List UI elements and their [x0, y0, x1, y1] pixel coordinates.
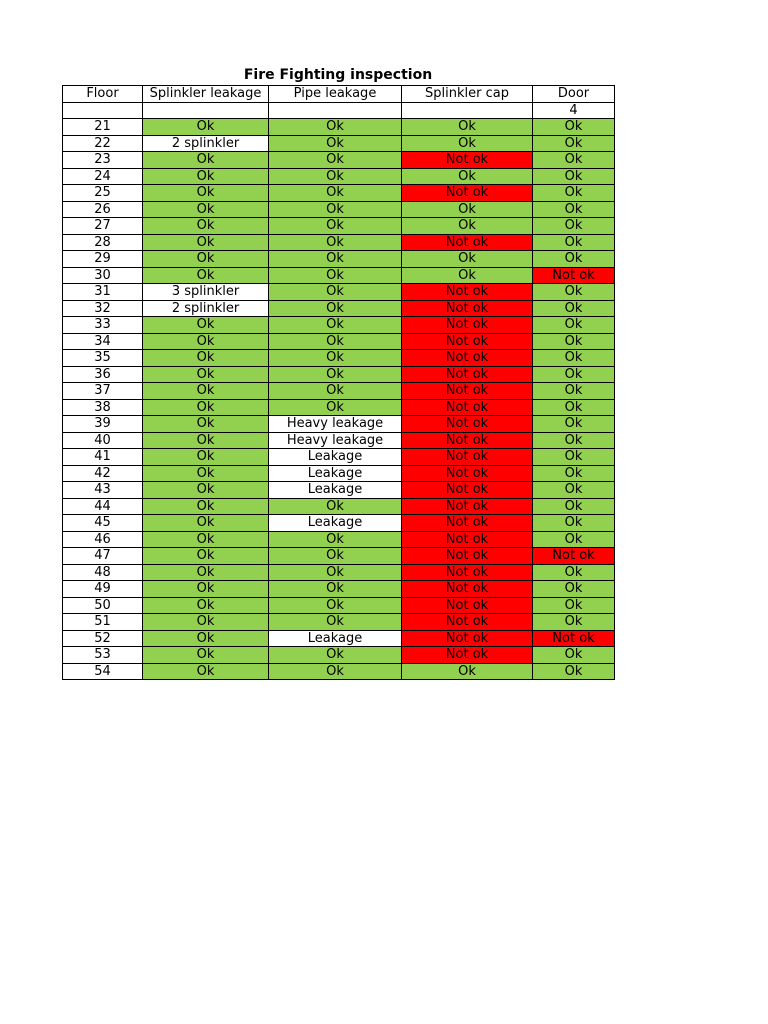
inspection-table — [62, 85, 615, 680]
cell-door: Ok — [533, 350, 615, 367]
cell-door: Ok — [533, 317, 615, 334]
cell-floor: 27 — [63, 218, 143, 235]
subheader-cell — [269, 102, 402, 119]
cell-door: Ok — [533, 383, 615, 400]
cell-floor: 50 — [63, 597, 143, 614]
cell-pipe-leakage: Ok — [269, 399, 402, 416]
cell-splinkler-leakage: 2 splinkler — [143, 300, 269, 317]
table-row — [63, 267, 615, 284]
cell-splinkler-cap: Not ok — [402, 366, 533, 383]
table-row — [63, 234, 615, 251]
cell-splinkler-cap: Ok — [402, 119, 533, 136]
sheet-title: Fire Fighting inspection — [243, 67, 433, 83]
cell-door: Ok — [533, 333, 615, 350]
cell-pipe-leakage: Ok — [269, 614, 402, 631]
cell-door: Not ok — [533, 267, 615, 284]
cell-floor: 49 — [63, 581, 143, 598]
cell-splinkler-leakage: Ok — [143, 152, 269, 169]
cell-door: Ok — [533, 663, 615, 680]
cell-pipe-leakage: Ok — [269, 234, 402, 251]
cell-door: Ok — [533, 366, 615, 383]
cell-pipe-leakage: Ok — [269, 300, 402, 317]
cell-door: Ok — [533, 234, 615, 251]
table-row — [63, 168, 615, 185]
cell-door: Not ok — [533, 548, 615, 565]
table-row — [63, 449, 615, 466]
cell-floor: 36 — [63, 366, 143, 383]
inspection-table-body — [63, 86, 615, 680]
cell-splinkler-leakage: Ok — [143, 399, 269, 416]
cell-pipe-leakage: Ok — [269, 218, 402, 235]
table-row — [63, 185, 615, 202]
cell-door: Ok — [533, 218, 615, 235]
cell-splinkler-cap: Ok — [402, 135, 533, 152]
cell-floor: 23 — [63, 152, 143, 169]
cell-floor: 32 — [63, 300, 143, 317]
cell-floor: 51 — [63, 614, 143, 631]
cell-floor: 34 — [63, 333, 143, 350]
cell-splinkler-leakage: Ok — [143, 515, 269, 532]
table-row — [63, 300, 615, 317]
cell-splinkler-cap: Not ok — [402, 152, 533, 169]
table-row — [63, 432, 615, 449]
cell-floor: 26 — [63, 201, 143, 218]
cell-floor: 52 — [63, 630, 143, 647]
cell-splinkler-cap: Not ok — [402, 383, 533, 400]
cell-splinkler-leakage: Ok — [143, 498, 269, 515]
cell-splinkler-cap: Not ok — [402, 564, 533, 581]
cell-pipe-leakage: Heavy leakage — [269, 416, 402, 433]
cell-floor: 24 — [63, 168, 143, 185]
cell-splinkler-cap: Not ok — [402, 614, 533, 631]
cell-floor: 35 — [63, 350, 143, 367]
cell-door: Ok — [533, 581, 615, 598]
cell-splinkler-leakage: Ok — [143, 185, 269, 202]
cell-pipe-leakage: Ok — [269, 366, 402, 383]
table-row — [63, 284, 615, 301]
cell-pipe-leakage: Ok — [269, 152, 402, 169]
cell-door: Ok — [533, 482, 615, 499]
table-row — [63, 647, 615, 664]
table-row — [63, 465, 615, 482]
cell-splinkler-cap: Not ok — [402, 416, 533, 433]
table-row — [63, 135, 615, 152]
cell-splinkler-leakage: Ok — [143, 647, 269, 664]
table-row — [63, 317, 615, 334]
cell-splinkler-leakage: Ok — [143, 449, 269, 466]
cell-splinkler-cap: Not ok — [402, 350, 533, 367]
cell-splinkler-cap: Not ok — [402, 482, 533, 499]
table-row — [63, 581, 615, 598]
cell-splinkler-cap: Not ok — [402, 465, 533, 482]
cell-splinkler-leakage: 2 splinkler — [143, 135, 269, 152]
table-row — [63, 630, 615, 647]
cell-splinkler-cap: Not ok — [402, 284, 533, 301]
cell-splinkler-leakage: Ok — [143, 416, 269, 433]
cell-splinkler-cap: Not ok — [402, 317, 533, 334]
cell-splinkler-leakage: Ok — [143, 119, 269, 136]
cell-splinkler-leakage: Ok — [143, 482, 269, 499]
subheader-row — [63, 102, 615, 119]
cell-splinkler-leakage: Ok — [143, 366, 269, 383]
cell-floor: 44 — [63, 498, 143, 515]
cell-splinkler-leakage: Ok — [143, 201, 269, 218]
cell-splinkler-cap: Not ok — [402, 185, 533, 202]
table-row — [63, 218, 615, 235]
cell-door: Ok — [533, 251, 615, 268]
cell-floor: 53 — [63, 647, 143, 664]
cell-door: Ok — [533, 498, 615, 515]
cell-door: Ok — [533, 168, 615, 185]
header-splinkler-leakage: Splinkler leakage — [143, 86, 269, 103]
cell-floor: 29 — [63, 251, 143, 268]
cell-door: Ok — [533, 597, 615, 614]
cell-pipe-leakage: Leakage — [269, 449, 402, 466]
cell-door: Not ok — [533, 630, 615, 647]
cell-floor: 43 — [63, 482, 143, 499]
table-row — [63, 119, 615, 136]
cell-splinkler-leakage: 3 splinkler — [143, 284, 269, 301]
cell-floor: 38 — [63, 399, 143, 416]
cell-door: Ok — [533, 515, 615, 532]
cell-splinkler-leakage: Ok — [143, 317, 269, 334]
table-row — [63, 383, 615, 400]
header-door: Door — [533, 86, 615, 103]
cell-door: Ok — [533, 449, 615, 466]
cell-door: Ok — [533, 135, 615, 152]
cell-door: Ok — [533, 201, 615, 218]
cell-pipe-leakage: Ok — [269, 564, 402, 581]
cell-door: Ok — [533, 119, 615, 136]
table-row — [63, 152, 615, 169]
cell-splinkler-leakage: Ok — [143, 564, 269, 581]
cell-splinkler-cap: Not ok — [402, 432, 533, 449]
cell-splinkler-cap: Ok — [402, 251, 533, 268]
cell-splinkler-leakage: Ok — [143, 432, 269, 449]
cell-splinkler-leakage: Ok — [143, 581, 269, 598]
subheader-cell — [402, 102, 533, 119]
cell-pipe-leakage: Ok — [269, 581, 402, 598]
cell-splinkler-leakage: Ok — [143, 548, 269, 565]
cell-pipe-leakage: Ok — [269, 548, 402, 565]
cell-splinkler-cap: Not ok — [402, 449, 533, 466]
header-floor: Floor — [63, 86, 143, 103]
cell-door: Ok — [533, 564, 615, 581]
cell-door: Ok — [533, 152, 615, 169]
cell-floor: 45 — [63, 515, 143, 532]
table-row — [63, 548, 615, 565]
cell-door: Ok — [533, 284, 615, 301]
cell-pipe-leakage: Ok — [269, 267, 402, 284]
cell-splinkler-cap: Ok — [402, 663, 533, 680]
cell-floor: 46 — [63, 531, 143, 548]
cell-splinkler-cap: Not ok — [402, 548, 533, 565]
cell-splinkler-leakage: Ok — [143, 333, 269, 350]
cell-splinkler-cap: Not ok — [402, 300, 533, 317]
cell-floor: 31 — [63, 284, 143, 301]
cell-pipe-leakage: Leakage — [269, 482, 402, 499]
cell-splinkler-leakage: Ok — [143, 234, 269, 251]
cell-pipe-leakage: Ok — [269, 350, 402, 367]
header-pipe-leakage: Pipe leakage — [269, 86, 402, 103]
cell-splinkler-leakage: Ok — [143, 251, 269, 268]
cell-floor: 42 — [63, 465, 143, 482]
table-row — [63, 482, 615, 499]
cell-floor: 40 — [63, 432, 143, 449]
table-row — [63, 597, 615, 614]
cell-door: Ok — [533, 531, 615, 548]
cell-floor: 22 — [63, 135, 143, 152]
cell-splinkler-cap: Ok — [402, 267, 533, 284]
cell-door: Ok — [533, 614, 615, 631]
cell-pipe-leakage: Heavy leakage — [269, 432, 402, 449]
cell-pipe-leakage: Leakage — [269, 630, 402, 647]
cell-pipe-leakage: Ok — [269, 498, 402, 515]
cell-splinkler-leakage: Ok — [143, 630, 269, 647]
cell-splinkler-leakage: Ok — [143, 267, 269, 284]
cell-splinkler-cap: Not ok — [402, 581, 533, 598]
cell-pipe-leakage: Ok — [269, 185, 402, 202]
cell-floor: 54 — [63, 663, 143, 680]
cell-pipe-leakage: Ok — [269, 284, 402, 301]
cell-floor: 28 — [63, 234, 143, 251]
cell-floor: 33 — [63, 317, 143, 334]
cell-floor: 25 — [63, 185, 143, 202]
cell-pipe-leakage: Ok — [269, 251, 402, 268]
cell-pipe-leakage: Ok — [269, 597, 402, 614]
header-splinkler-cap: Splinkler cap — [402, 86, 533, 103]
cell-splinkler-leakage: Ok — [143, 168, 269, 185]
cell-splinkler-cap: Ok — [402, 201, 533, 218]
cell-floor: 37 — [63, 383, 143, 400]
cell-splinkler-leakage: Ok — [143, 614, 269, 631]
cell-splinkler-cap: Not ok — [402, 498, 533, 515]
table-row — [63, 614, 615, 631]
cell-floor: 41 — [63, 449, 143, 466]
cell-pipe-leakage: Ok — [269, 119, 402, 136]
table-row — [63, 399, 615, 416]
cell-splinkler-cap: Not ok — [402, 399, 533, 416]
cell-splinkler-leakage: Ok — [143, 531, 269, 548]
cell-splinkler-leakage: Ok — [143, 383, 269, 400]
cell-pipe-leakage: Leakage — [269, 465, 402, 482]
subheader-cell — [63, 102, 143, 119]
cell-door: Ok — [533, 185, 615, 202]
cell-splinkler-cap: Not ok — [402, 647, 533, 664]
cell-splinkler-cap: Ok — [402, 168, 533, 185]
table-row — [63, 564, 615, 581]
table-row — [63, 333, 615, 350]
cell-floor: 39 — [63, 416, 143, 433]
cell-door: Ok — [533, 416, 615, 433]
subheader-door-count: 4 — [533, 102, 615, 119]
cell-pipe-leakage: Ok — [269, 333, 402, 350]
cell-splinkler-cap: Not ok — [402, 515, 533, 532]
cell-splinkler-cap: Not ok — [402, 597, 533, 614]
cell-splinkler-leakage: Ok — [143, 350, 269, 367]
table-row — [63, 201, 615, 218]
cell-splinkler-cap: Not ok — [402, 234, 533, 251]
cell-pipe-leakage: Ok — [269, 663, 402, 680]
cell-pipe-leakage: Ok — [269, 135, 402, 152]
cell-splinkler-leakage: Ok — [143, 465, 269, 482]
table-row — [63, 663, 615, 680]
cell-pipe-leakage: Ok — [269, 168, 402, 185]
cell-splinkler-cap: Ok — [402, 218, 533, 235]
cell-door: Ok — [533, 300, 615, 317]
subheader-cell — [143, 102, 269, 119]
cell-splinkler-leakage: Ok — [143, 218, 269, 235]
header-row — [63, 86, 615, 103]
cell-door: Ok — [533, 399, 615, 416]
cell-pipe-leakage: Ok — [269, 201, 402, 218]
cell-splinkler-leakage: Ok — [143, 597, 269, 614]
cell-splinkler-leakage: Ok — [143, 663, 269, 680]
table-row — [63, 498, 615, 515]
table-row — [63, 251, 615, 268]
cell-splinkler-cap: Not ok — [402, 333, 533, 350]
cell-pipe-leakage: Ok — [269, 317, 402, 334]
table-row — [63, 366, 615, 383]
cell-pipe-leakage: Ok — [269, 647, 402, 664]
cell-floor: 30 — [63, 267, 143, 284]
cell-floor: 47 — [63, 548, 143, 565]
cell-door: Ok — [533, 647, 615, 664]
cell-door: Ok — [533, 465, 615, 482]
table-row — [63, 416, 615, 433]
cell-floor: 21 — [63, 119, 143, 136]
inspection-sheet — [62, 66, 614, 680]
table-row — [63, 350, 615, 367]
table-row — [63, 515, 615, 532]
cell-floor: 48 — [63, 564, 143, 581]
table-row — [63, 531, 615, 548]
cell-pipe-leakage: Ok — [269, 383, 402, 400]
cell-pipe-leakage: Ok — [269, 531, 402, 548]
cell-splinkler-cap: Not ok — [402, 531, 533, 548]
cell-splinkler-cap: Not ok — [402, 630, 533, 647]
cell-pipe-leakage: Leakage — [269, 515, 402, 532]
cell-door: Ok — [533, 432, 615, 449]
